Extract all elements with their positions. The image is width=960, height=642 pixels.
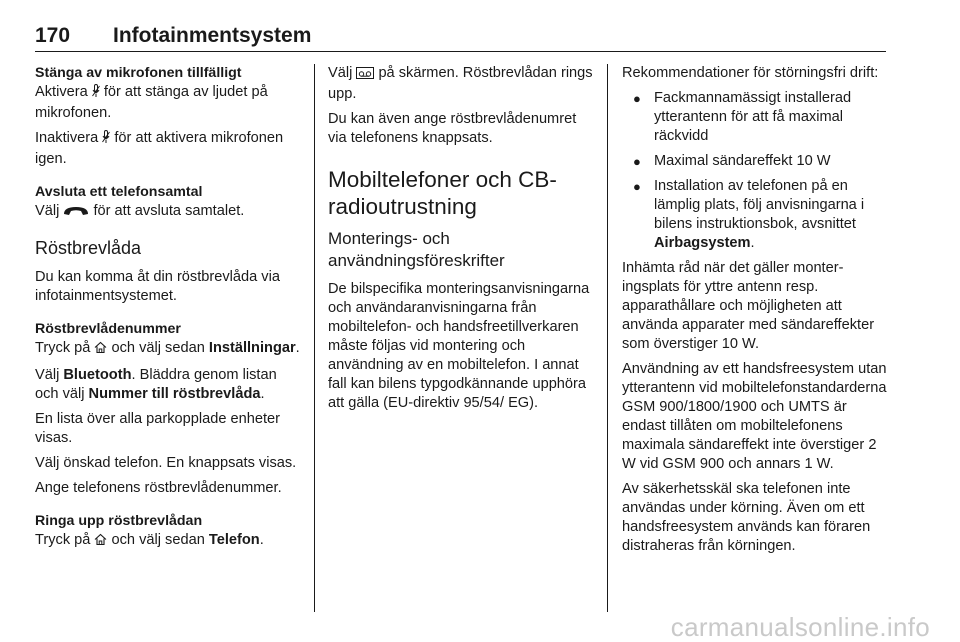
mute-paragraph-2: Inaktivera för att aktivera mikrofonen igen. [35, 130, 284, 167]
installation-heading: Monterings- och användningsföreskrifter [328, 229, 505, 270]
select-voicemail-paragraph: Välj på skärmen. Röstbrevlådan rings upp. [328, 65, 593, 102]
page-number: 170 [35, 24, 71, 47]
list-item: ● Installation av telefonen på en lämplig plats, följ anvisningarna i bilens instruktionsbok, avsnittet Airbagsystem. [622, 177, 890, 253]
voicemail-number-p5: Ange telefonens röstbrevlådenummer. [35, 480, 282, 496]
antenna-advice-paragraph: Inhämta råd när det gäller monteringsplats för yttre antenn resp. apparathållare och möjligheten att använda apparater med sändareffekter som överstiger 10 W. [622, 260, 875, 352]
voicemail-number-heading: Röstbrevlådenummer [35, 321, 181, 337]
voicemail-number-p3: En lista över alla parkopplade enheter visas. [35, 411, 281, 446]
column-divider-1 [314, 64, 315, 612]
column-2 [328, 64, 593, 419]
keypad-paragraph: Du kan även ange röstbrevlådenumret via telefonens knappsats. [328, 111, 577, 146]
mute-heading: Stänga av mikrofonen tillfälligt [35, 65, 242, 81]
home-icon [94, 341, 107, 360]
voicemail-number-p4: Välj önskad telefon. En knappsats visas. [35, 455, 297, 471]
voicemail-icon [356, 66, 374, 85]
call-voicemail-heading: Ringa upp röstbrevlådan [35, 513, 203, 529]
end-call-heading: Avsluta ett telefonsamtal [35, 184, 203, 200]
page-title: Infotainmentsystem [113, 24, 312, 47]
handsfree-paragraph: Användning av ett handsfreesystem utan ytterantenn vid mobiltelefonstandarderna GSM 900/1800/1900 och UMTS är endast tillåten om mobiltelefonens maximala sändareffekt inte överstiger 2 W vid GSM 900 och annars 1 W. [622, 361, 887, 472]
list-item: ● Maximal sändareffekt 10 W [622, 152, 890, 171]
voicemail-number-p2: Välj Bluetooth. Bläddra genom listan och välj Nummer till röstbrevlåda. [35, 367, 277, 402]
voicemail-number-p1: Tryck på och välj sedan Inställningar. [35, 339, 300, 360]
page-header [35, 22, 886, 52]
voicemail-heading: Röstbrevlåda [35, 238, 142, 258]
watermark: carmanualsonline.info [670, 612, 930, 642]
microphone-icon [92, 84, 100, 104]
recommendations-intro: Rekommendationer för störningsfri drift: [622, 65, 879, 81]
installation-paragraph: De bilspecifika monteringsanvisningarna och användaranvisningarna från mobiltelefon- och handsfreetillverkaren måste följas vid montering och användning av en mobiltelefon. I annat fall kan bilens typgodkännande upphöra att gälla (EU-direktiv 95/54/ EG). [328, 281, 590, 411]
mobile-phones-heading: Mobiltelefoner och CB-radioutrustning [328, 167, 557, 219]
column-divider-2 [607, 64, 608, 612]
column-1 [35, 64, 300, 558]
safety-paragraph: Av säkerhetsskäl ska telefonen inte användas under körning. Även om ett handsfreesystem används kan föraren distraheras från körningen. [622, 481, 871, 554]
call-voicemail-paragraph: Tryck på och välj sedan Telefon. [35, 531, 300, 552]
voicemail-intro: Du kan komma åt din röstbrevlåda via infotainmentsystemet. [35, 269, 280, 304]
home-icon [94, 533, 107, 552]
hang-up-icon [63, 204, 89, 223]
column-3 [622, 64, 890, 562]
list-item: ● Fackmannamässigt installerad ytterantenn för att få maximal räckvidd [622, 89, 890, 146]
end-call-paragraph: Välj för att avsluta samtalet. [35, 202, 300, 223]
mute-paragraph-1: Aktivera för att stänga av ljudet på mikrofonen. [35, 84, 268, 121]
recommendations-list [622, 89, 890, 253]
